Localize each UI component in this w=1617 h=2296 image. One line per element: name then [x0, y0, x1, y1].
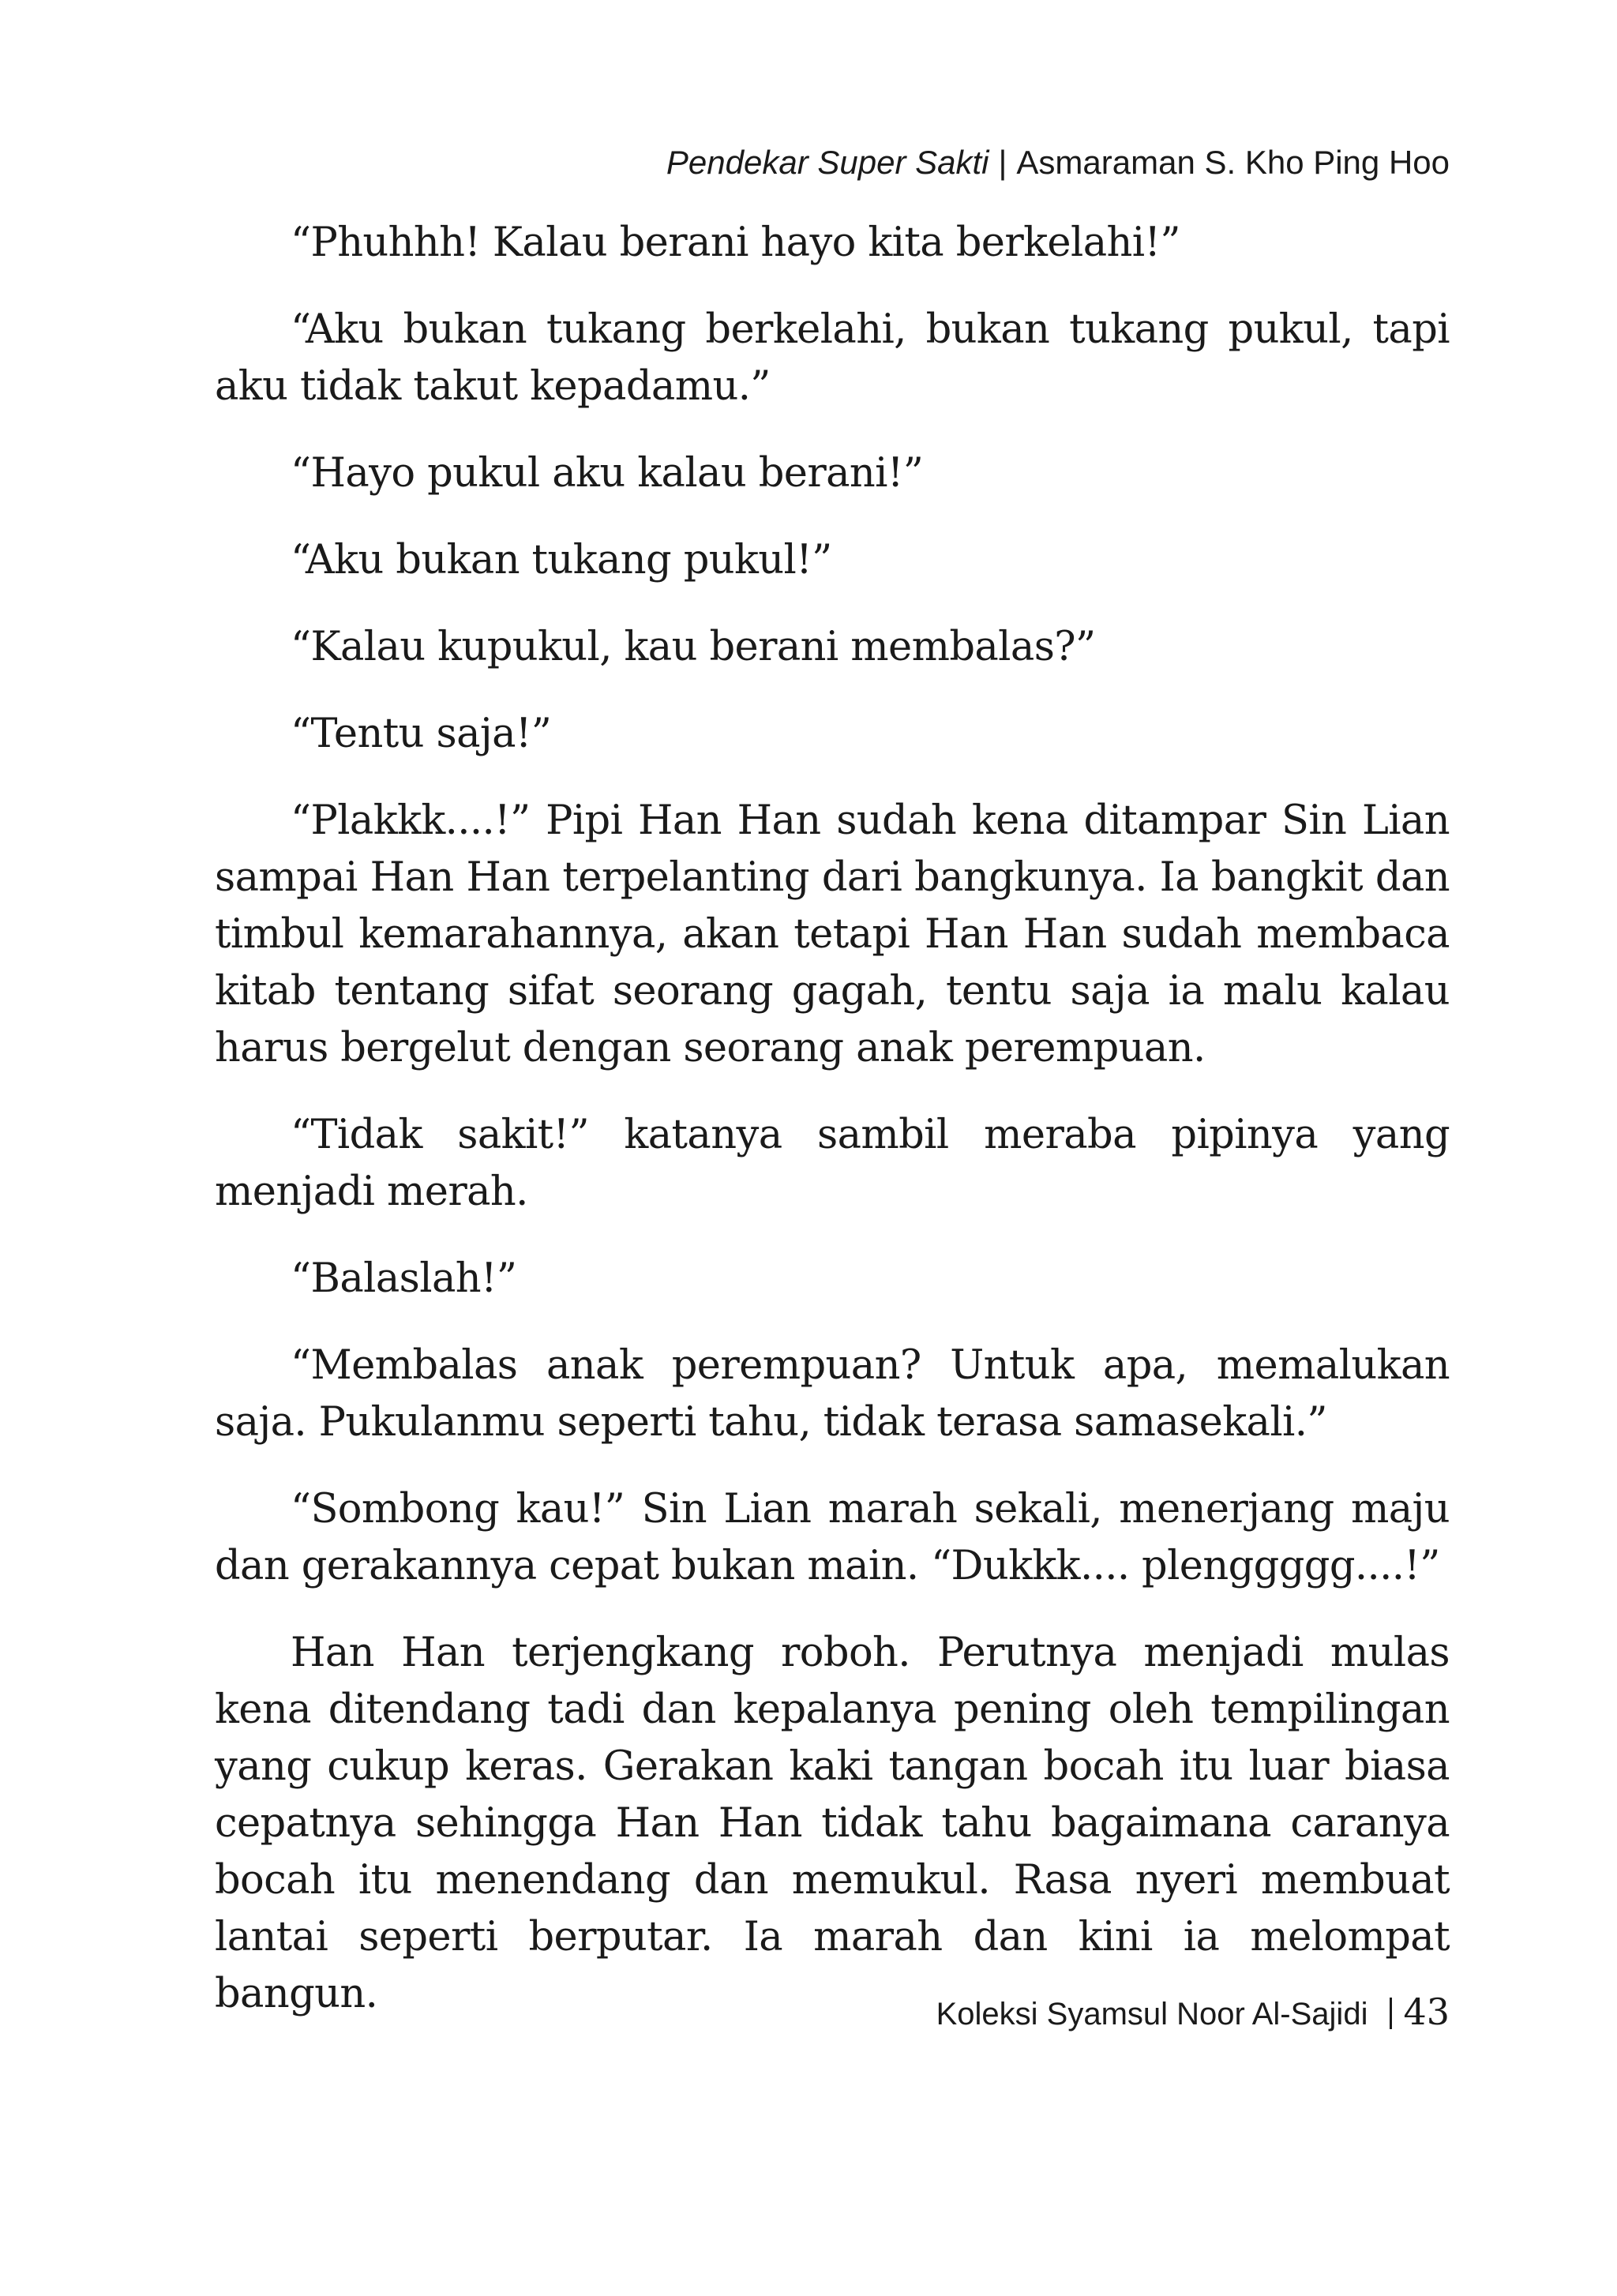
paragraph: “Phuhhh! Kalau berani hayo kita berkelahi!” [291, 219, 1180, 266]
book-title: Pendekar Super Sakti [666, 144, 989, 181]
running-header [666, 141, 1450, 185]
paragraph: “Balaslah!” [291, 1255, 517, 1302]
paragraph: “Tentu saja!” [291, 711, 552, 757]
paragraph: Han Han terjengkang roboh. Perutnya menjadi mulas kena ditendang tadi dan kepalanya pening oleh tempilingan yang cukup keras. Gerakan kaki tangan bocah itu luar biasa cepatnya sehingga Han Han tidak tahu bagaimana caranya bocah itu menendang dan memukul. Rasa nyeri membuat lantai seperti berputar. Ia marah dan kini ia melompat bangun. [215, 1630, 1450, 2017]
paragraph: “Plakkk....!” Pipi Han Han sudah kena ditampar Sin Lian sampai Han Han terpelanting dari bangkunya. Ia bangkit dan timbul kemarahannya, akan tetapi Han Han sudah membaca kitab tentang sifat seorang gagah, tentu saja ia malu kalau harus bergelut dengan seorang anak perempuan. [215, 797, 1450, 1071]
paragraph: “Aku bukan tukang berkelahi, bukan tukang pukul, tapi aku tidak takut kepadamu.” [215, 306, 1450, 410]
collection-credit: Koleksi Syamsul Noor Al-Sajidi [936, 1997, 1368, 2032]
body-text [215, 215, 1450, 2053]
footer-divider [1390, 1998, 1392, 2029]
running-footer [936, 1990, 1450, 2036]
paragraph: “Membalas anak perempuan? Untuk apa, memalukan saja. Pukulanmu seperti tahu, tidak terasa samasekali.” [215, 1342, 1450, 1446]
author-name: Asmaraman S. Kho Ping Hoo [1016, 144, 1450, 181]
page-number: 43 [1403, 1990, 1450, 2033]
header-separator: | [998, 144, 1007, 181]
paragraph: “Kalau kupukul, kau berani membalas?” [291, 624, 1096, 670]
paragraph: “Hayo pukul aku kalau berani!” [291, 450, 924, 497]
paragraph: “Aku bukan tukang pukul!” [291, 537, 832, 583]
paragraph: “Sombong kau!” Sin Lian marah sekali, menerjang maju dan gerakannya cepat bukan main. “Dukkk.... plenggggg....!” [215, 1486, 1450, 1589]
paragraph: “Tidak sakit!” katanya sambil meraba pipinya yang menjadi merah. [215, 1112, 1450, 1215]
